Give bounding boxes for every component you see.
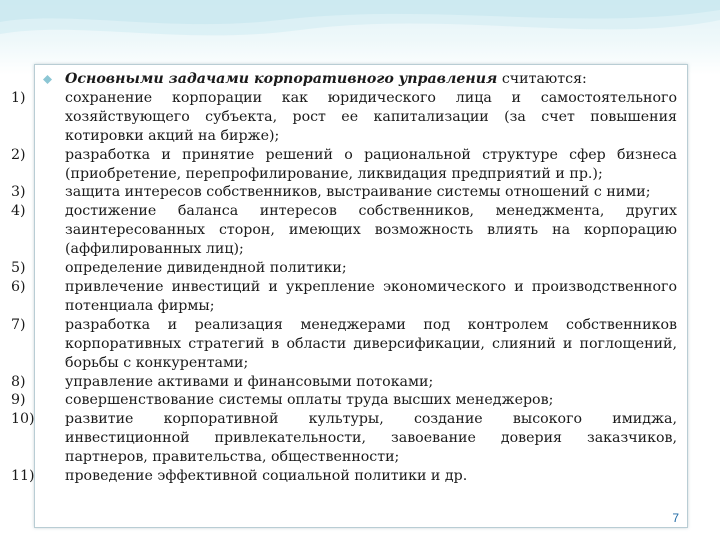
item-number: 11) [11, 468, 35, 485]
slide-text [11, 70, 677, 486]
item-text: совершенствование системы оплаты труда высших менеджеров; [65, 392, 554, 409]
list-item [11, 89, 677, 146]
item-text: сохранение корпорации как юридического лица и самостоятельного хозяйствующего субъекта, рост ее капитализации (за счет повышения котировки акций на бирже); [65, 89, 677, 144]
item-text: привлечение инвестиций и укрепление экономического и производственного потенциала фирмы; [65, 278, 677, 314]
item-number: 10) [11, 411, 35, 428]
item-number: 6) [11, 278, 26, 295]
item-text: разработка и принятие решений о рациональной структуре сфер бизнеса (приобретение, перепрофилирование, ликвидация предприятий и пр.); [65, 146, 677, 182]
item-number: 3) [11, 184, 26, 201]
item-number: 9) [11, 392, 26, 409]
list-item [11, 410, 677, 467]
intro-heading: Основными задачами корпоративного управления [65, 71, 498, 87]
item-text: защита интересов собственников, выстраивание системы отношений с ними; [65, 184, 651, 201]
list-item [11, 183, 677, 202]
list-item [11, 467, 677, 486]
intro-suffix: считаются: [497, 71, 587, 87]
item-text: определение дивидендной политики; [65, 260, 347, 277]
item-number: 1) [11, 89, 26, 106]
list-item [11, 316, 677, 373]
list-item [11, 373, 677, 392]
item-text: разработка и реализация менеджерами под контролем собственников корпоративных стратегий в области диверсификации, слияний и поглощений, борьбы с конкурентами; [65, 316, 677, 371]
item-number: 2) [11, 146, 26, 163]
item-number: 4) [11, 203, 26, 220]
list-item [11, 146, 677, 184]
content-frame [11, 64, 688, 528]
item-text: проведение эффективной социальной политики и др. [65, 468, 468, 485]
bullet-icon [43, 75, 52, 84]
list-item [11, 278, 677, 316]
item-text: развитие корпоративной культуры, создание высокого имиджа, инвестиционной привлекательности, завоевание доверия заказчиков, партнеров, правительства, общественности; [65, 411, 677, 466]
item-number: 8) [11, 373, 26, 390]
item-text: управление активами и финансовыми потоками; [65, 373, 434, 390]
intro-line [41, 70, 677, 89]
page-number: 7 [672, 511, 679, 525]
item-text: достижение баланса интересов собственников, менеджмента, других заинтересованных сторон, имеющих возможность влиять на корпорацию (аффилированных лиц); [65, 203, 677, 258]
list-item [11, 202, 677, 259]
item-number: 5) [11, 260, 26, 277]
item-number: 7) [11, 316, 26, 333]
list-item [11, 391, 677, 410]
decorative-wave-background [0, 0, 720, 64]
list-item [11, 259, 677, 278]
